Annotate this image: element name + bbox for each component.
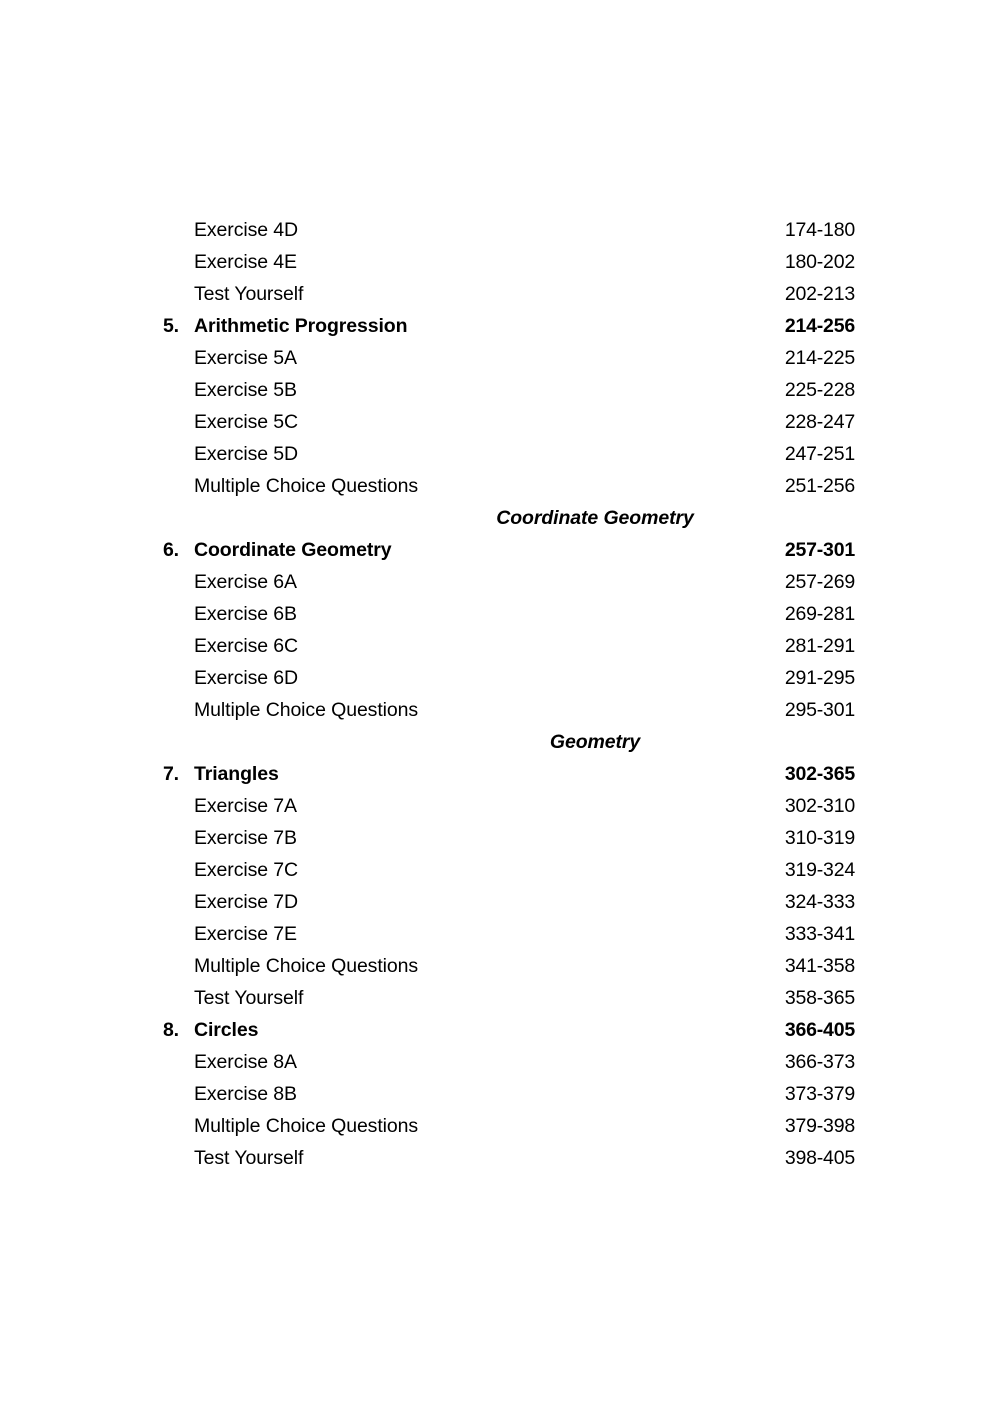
toc-entry-row[interactable]: [163, 1142, 855, 1174]
toc-entry-title[interactable]: Exercise 5B: [194, 379, 297, 401]
toc-entry-row[interactable]: [163, 982, 855, 1014]
toc-entry-row[interactable]: [163, 1078, 855, 1110]
toc-entry-title[interactable]: Test Yourself: [194, 283, 304, 305]
toc-entry-row[interactable]: [163, 662, 855, 694]
toc-entry-row[interactable]: [163, 214, 855, 246]
toc-page-range: 269-281: [784, 603, 855, 625]
toc-entry-title[interactable]: Exercise 7D: [194, 891, 299, 913]
toc-entry-row[interactable]: [163, 886, 855, 918]
toc-section-heading[interactable]: [163, 502, 855, 534]
toc-chapter-number: 6.: [163, 539, 179, 561]
toc-entry-row[interactable]: [163, 246, 855, 278]
toc-entry-row[interactable]: [163, 598, 855, 630]
toc-section-title: Coordinate Geometry: [496, 507, 694, 529]
toc-page-range: 310-319: [784, 827, 855, 849]
toc-entry-title[interactable]: Multiple Choice Questions: [194, 955, 419, 977]
toc-page-range: 214-225: [784, 347, 855, 369]
toc-entry-row[interactable]: [163, 566, 855, 598]
toc-page-range: 373-379: [784, 1083, 855, 1105]
toc-entry-row[interactable]: [163, 1046, 855, 1078]
toc-page-range: 281-291: [784, 635, 855, 657]
toc-page-range: 214-256: [784, 315, 855, 337]
toc-entry-title[interactable]: Exercise 4E: [194, 251, 297, 273]
toc-entry-title[interactable]: Exercise 6D: [194, 667, 299, 689]
toc-entry-row[interactable]: [163, 342, 855, 374]
toc-page-range: 398-405: [784, 1147, 855, 1169]
toc-entry-row[interactable]: [163, 374, 855, 406]
toc-chapter-row[interactable]: [163, 758, 855, 790]
toc-entry-title[interactable]: Multiple Choice Questions: [194, 475, 419, 497]
toc-entry-row[interactable]: [163, 470, 855, 502]
toc-entry-row[interactable]: [163, 630, 855, 662]
toc-page-range: 257-269: [784, 571, 855, 593]
toc-entry-title[interactable]: Exercise 7B: [194, 827, 297, 849]
toc-entry-row[interactable]: [163, 1110, 855, 1142]
toc-page-range: 202-213: [784, 283, 855, 305]
toc-entry-row[interactable]: [163, 438, 855, 470]
toc-entry-row[interactable]: [163, 406, 855, 438]
toc-chapter-row[interactable]: [163, 534, 855, 566]
toc-page-range: 333-341: [784, 923, 855, 945]
toc-page-range: 302-310: [784, 795, 855, 817]
toc-chapter-title[interactable]: Circles: [194, 1019, 259, 1041]
toc-entry-title[interactable]: Exercise 4D: [194, 219, 299, 241]
toc-list: [163, 214, 855, 1174]
toc-page-range: 291-295: [784, 667, 855, 689]
toc-chapter-number: 7.: [163, 763, 179, 785]
toc-page-range: 341-358: [784, 955, 855, 977]
toc-entry-row[interactable]: [163, 790, 855, 822]
toc-page-range: 174-180: [784, 219, 855, 241]
toc-chapter-title[interactable]: Coordinate Geometry: [194, 539, 392, 561]
toc-entry-title[interactable]: Exercise 6C: [194, 635, 299, 657]
toc-chapter-number: 8.: [163, 1019, 179, 1041]
toc-section-title: Geometry: [549, 731, 641, 753]
toc-entry-title[interactable]: Exercise 6A: [194, 571, 297, 593]
toc-chapter-row[interactable]: [163, 310, 855, 342]
toc-entry-title[interactable]: Exercise 8A: [194, 1051, 297, 1073]
toc-page-range: 228-247: [784, 411, 855, 433]
toc-entry-title[interactable]: Test Yourself: [194, 1147, 304, 1169]
toc-entry-title[interactable]: Exercise 7C: [194, 859, 299, 881]
toc-page-range: 251-256: [784, 475, 855, 497]
toc-entry-row[interactable]: [163, 694, 855, 726]
toc-section-heading[interactable]: [163, 726, 855, 758]
toc-entry-title[interactable]: Multiple Choice Questions: [194, 699, 419, 721]
toc-entry-row[interactable]: [163, 278, 855, 310]
toc-entry-title[interactable]: Exercise 7E: [194, 923, 297, 945]
toc-entry-title[interactable]: Exercise 7A: [194, 795, 297, 817]
toc-chapter-title[interactable]: Arithmetic Progression: [194, 315, 408, 337]
toc-page-range: 180-202: [784, 251, 855, 273]
toc-page-range: 319-324: [784, 859, 855, 881]
toc-page-range: 302-365: [784, 763, 855, 785]
toc-page-range: 366-405: [784, 1019, 855, 1041]
toc-entry-title[interactable]: Exercise 5D: [194, 443, 299, 465]
toc-page-range: 366-373: [784, 1051, 855, 1073]
toc-entry-row[interactable]: [163, 854, 855, 886]
toc-page-range: 247-251: [784, 443, 855, 465]
toc-entry-title[interactable]: Multiple Choice Questions: [194, 1115, 419, 1137]
toc-page-range: 225-228: [784, 379, 855, 401]
toc-entry-title[interactable]: Exercise 5A: [194, 347, 297, 369]
toc-page-range: 295-301: [784, 699, 855, 721]
toc-chapter-title[interactable]: Triangles: [194, 763, 279, 785]
toc-entry-title[interactable]: Test Yourself: [194, 987, 304, 1009]
toc-chapter-row[interactable]: [163, 1014, 855, 1046]
toc-page-range: 324-333: [784, 891, 855, 913]
toc-entry-title[interactable]: Exercise 6B: [194, 603, 297, 625]
toc-chapter-number: 5.: [163, 315, 179, 337]
toc-entry-row[interactable]: [163, 822, 855, 854]
toc-entry-title[interactable]: Exercise 5C: [194, 411, 299, 433]
toc-page-range: 257-301: [784, 539, 855, 561]
toc-page-range: 379-398: [784, 1115, 855, 1137]
toc-entry-row[interactable]: [163, 918, 855, 950]
toc-entry-title[interactable]: Exercise 8B: [194, 1083, 297, 1105]
toc-page-range: 358-365: [784, 987, 855, 1009]
toc-entry-row[interactable]: [163, 950, 855, 982]
